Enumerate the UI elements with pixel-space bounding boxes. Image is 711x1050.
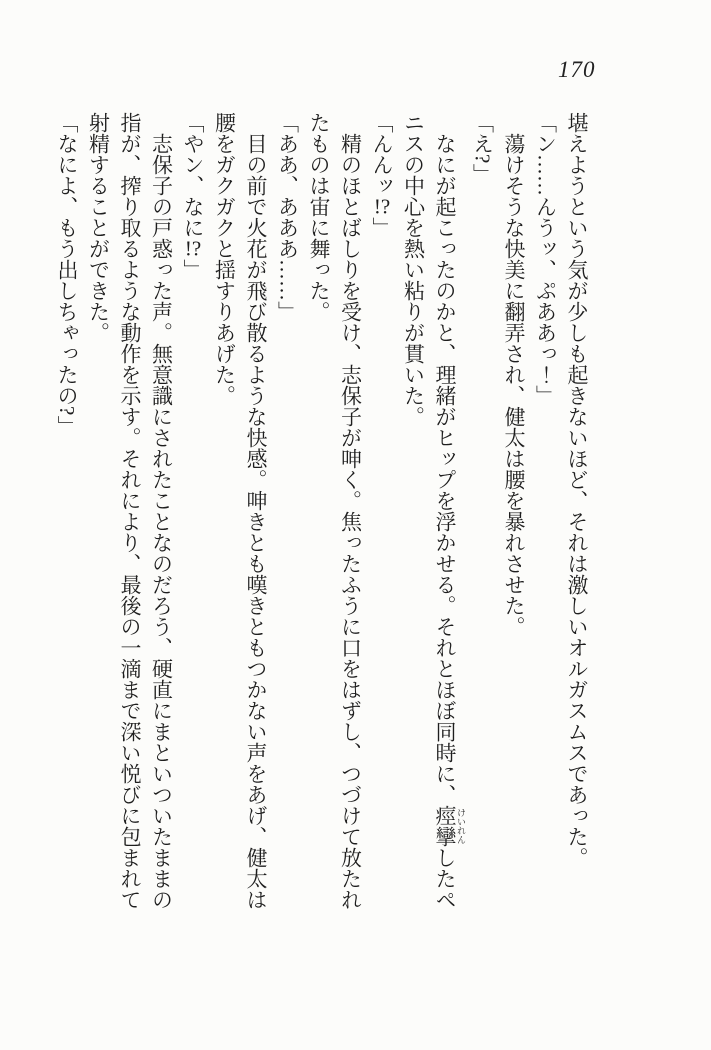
text-line-6: ニスの中心を熱い粘りが貫いた。 (401, 112, 426, 427)
text-line-11: 目の前で火花が飛び散るような快感。呻きとも嘆きともつかない声をあげ、健太は (244, 133, 268, 910)
ruby-annotated-word: 痙攣 けいれん (433, 805, 466, 847)
text-line-1: 堪えようという気が少しも起きないほど、それは激しいオルガスムスであった。 (565, 112, 589, 868)
text-line-3: 蕩けそうな快美に翻弄され、健太は腰を暴れさせた。 (502, 133, 526, 637)
tate-chu-yoko: !? (373, 196, 391, 217)
tate-chu-yoko: !? (184, 238, 202, 259)
text-line-2: 「ン……んうッ、ぷああっ！」 (533, 112, 558, 406)
text-line-8: 精のほとばしりを受け、志保子が呻く。焦ったふうに口をはずし、つづけて放たれ (338, 133, 363, 910)
text-line-10: 「ああ、あああ……」 (275, 112, 300, 322)
vertical-text-block (51, 112, 593, 914)
text-line-7: 「んんッ!?」 (370, 112, 394, 238)
text-line-5: なにが起こったのかと、理緒がヒップを浮かせる。それとほぼ同時に、痙攣 けいれんしたペ (433, 133, 466, 910)
page-number: 170 (558, 57, 596, 82)
text-line-17: 「なによ、もう出しちゃったの?」 (55, 112, 79, 437)
text-line-16: 射精することができた。 (86, 112, 111, 343)
text-line-13: 「やン、なに!?」 (181, 112, 205, 280)
text-line-12: 腰をガクガクと揺すりあげた。 (212, 112, 237, 406)
text-line-4: 「え?」 (470, 112, 495, 185)
text-line-9: たものは宙に舞った。 (307, 112, 331, 322)
text-line-14: 志保子の戸惑った声。無意識にされたことなのだろう、硬直にまといついたままの (149, 133, 174, 910)
text-line-15: 指が、搾り取るような動作を示す。それにより、最後の一滴まで深い悦びに包まれて (118, 112, 142, 910)
furigana: けいれん (456, 805, 466, 847)
